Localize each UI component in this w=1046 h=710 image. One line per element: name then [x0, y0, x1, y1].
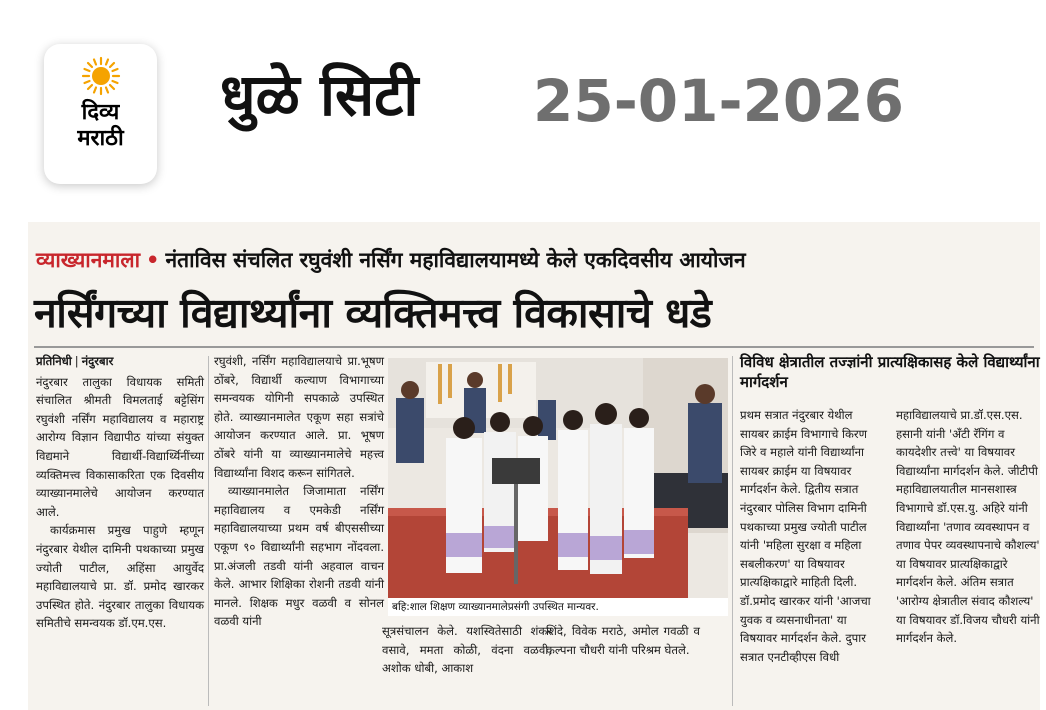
paragraph: सूत्रसंचालन केले. यशस्वितेसाठी शंकर वसावे, ममता कोळी, वंदना वळवी, अशोक धोबी, आकाश: [382, 624, 552, 676]
paragraph: शिंदे, विवेक मराठे, अमोल गवळी व कल्पना चौधरी यांनी परिश्रम घेतले.: [546, 624, 700, 657]
subheading: विविध क्षेत्रातील तज्ज्ञांनी प्रात्यक्षिकासह केले विद्यार्थ्यांना मार्गदर्शन: [740, 353, 1040, 391]
byline: [36, 352, 204, 371]
article-column-1: [36, 352, 204, 633]
byline-role: प्रतिनिधी: [36, 354, 72, 368]
sun-icon: [81, 56, 121, 96]
headline: नर्सिंगच्या विद्यार्थ्यांना व्यक्तिमत्त्व विकासाचे धडे: [34, 289, 712, 337]
byline-place: नंदुरबार: [81, 354, 114, 368]
edition-date: 25-01-2026: [533, 67, 904, 135]
column-divider: [208, 356, 209, 706]
column-divider: [732, 356, 733, 706]
photo-caption: बहि:शाल शिक्षण व्याख्यानमालेप्रसंगी उपस्थित मान्यवर.: [388, 598, 728, 616]
paragraph: व्याख्यानमालेत जिजामाता नर्सिंग महाविद्यालय व एमकेडी नर्सिंग महाविद्यालयाच्या प्रथम वर्ष बीएससीच्या एकूण ९० विद्यार्थ्यांनी सहभाग नोंदवला. प्रा.अंजली तडवी यांनी अहवाल वाचन केले. आभार शिक्षिका रोशनी तडवी यांनी मानले. शिक्षक मधुर वळवी व सोनल वळवी यांनी: [214, 484, 384, 629]
article-column-4: [740, 406, 885, 666]
divya-marathi-logo: [44, 44, 157, 184]
paragraph: प्रथम सत्रात नंदुरबार येथील सायबर क्राईम विभागाचे किरण जिरे व महाले यांनी विद्यार्थ्यांना सायबर क्राईम या विषयावर मार्गदर्शन केले. द्वितीय सत्रात नंदुरबार पोलिस विभाग दामिनी पथकाच्या प्रमुख ज्योती पाटील यांनी 'महिला सुरक्षा व महिला सबलीकरण' या विषयावर प्रात्यक्षिकाद्वारे माहिती दिली. डॉ.प्रमोद खारकर यांनी 'आजचा युवक व व्यसनाधीनता' या विषयावर मार्गदर्शन केले. दुपार सत्रात एनटीव्हीएस विधी: [740, 408, 871, 664]
edition-city: धुळे सिटी: [220, 61, 419, 129]
article-column-3: [382, 622, 712, 678]
event-photo: [388, 358, 728, 598]
kicker-bullet: •: [146, 248, 160, 272]
headline-rule: [34, 346, 1034, 348]
logo-line2: मराठी: [77, 126, 124, 151]
news-clipping: [28, 222, 1040, 710]
article-column-2: [214, 352, 384, 631]
paragraph: रघुवंशी, नर्सिंग महाविद्यालयाचे प्रा.भूषण ठोंबरे, विद्यार्थी कल्याण विभागाच्या समन्वयक योगिनी सपकाळे उपस्थित होते. व्याख्यानमालेत एकूण सहा सत्रांचे आयोजन करण्यात आले. प्रा. भूषण ठोंबरे यांनी या व्याख्यानमालेचे महत्त्व विद्यार्थ्यांना विशद करून सांगितले.: [214, 354, 384, 480]
article-column-5: [896, 406, 1040, 648]
logo-line1: दिव्य: [81, 100, 120, 125]
kicker: [36, 246, 746, 274]
paragraph: कार्यक्रमास प्रमुख पाहुणे म्हणून नंदुरबार येथील दामिनी पथकाच्या प्रमुख ज्योती पाटील, अहिंसा आयुर्वेद महाविद्यालयाचे प्रा. डॉ. प्रमोद खारकर उपस्थित होते. नंदुरबार तालुका विधायक समितीचे समन्वयक डॉ.एम.एस.: [36, 523, 204, 631]
byline-separator: |: [74, 354, 79, 368]
paragraph: महाविद्यालयाचे प्रा.डॉ.एस.एस. हसानी यांनी 'अँटी रॅगिंग व कायदेशीर तत्त्वे' या विषयावर विद्यार्थ्यांना मार्गदर्शन केले. जीटीपी महाविद्यालयातील मानसशास्त्र विभागाचे डॉ.एस.यु. अहिरे यांनी विद्यार्थ्यांना 'तणाव व्यवस्थापन व तणाव पेपर व्यवस्थापनाचे कौशल्य' या विषयावर प्रात्यक्षिकाद्वारे मार्गदर्शन केले. अंतिम सत्रात 'आरोग्य क्षेत्रातील संवाद कौशल्य' या विषयावर डॉ.विजय चौधरी यांनी मार्गदर्शन केले.: [896, 408, 1040, 646]
kicker-text: नंताविस संचलित रघुवंशी नर्सिंग महाविद्यालयामध्ये केले एकदिवसीय आयोजन: [165, 248, 746, 272]
kicker-tag: व्याख्यानमाला: [36, 248, 141, 272]
paragraph: नंदुरबार तालुका विधायक समिती संचालित श्रीमती विमलताई बट्टेसिंग रघुवंशी नर्सिंग महाविद्यालय व महाराष्ट्र आरोग्य विज्ञान विद्यापीठ यांच्या संयुक्त विद्यमाने विद्यार्थी-विद्यार्थ्यिनींच्या व्यक्तिमत्त्व विकासाकरिता एक दिवसीय व्याख्यानमालेचे आयोजन करण्यात आले.: [36, 374, 204, 519]
